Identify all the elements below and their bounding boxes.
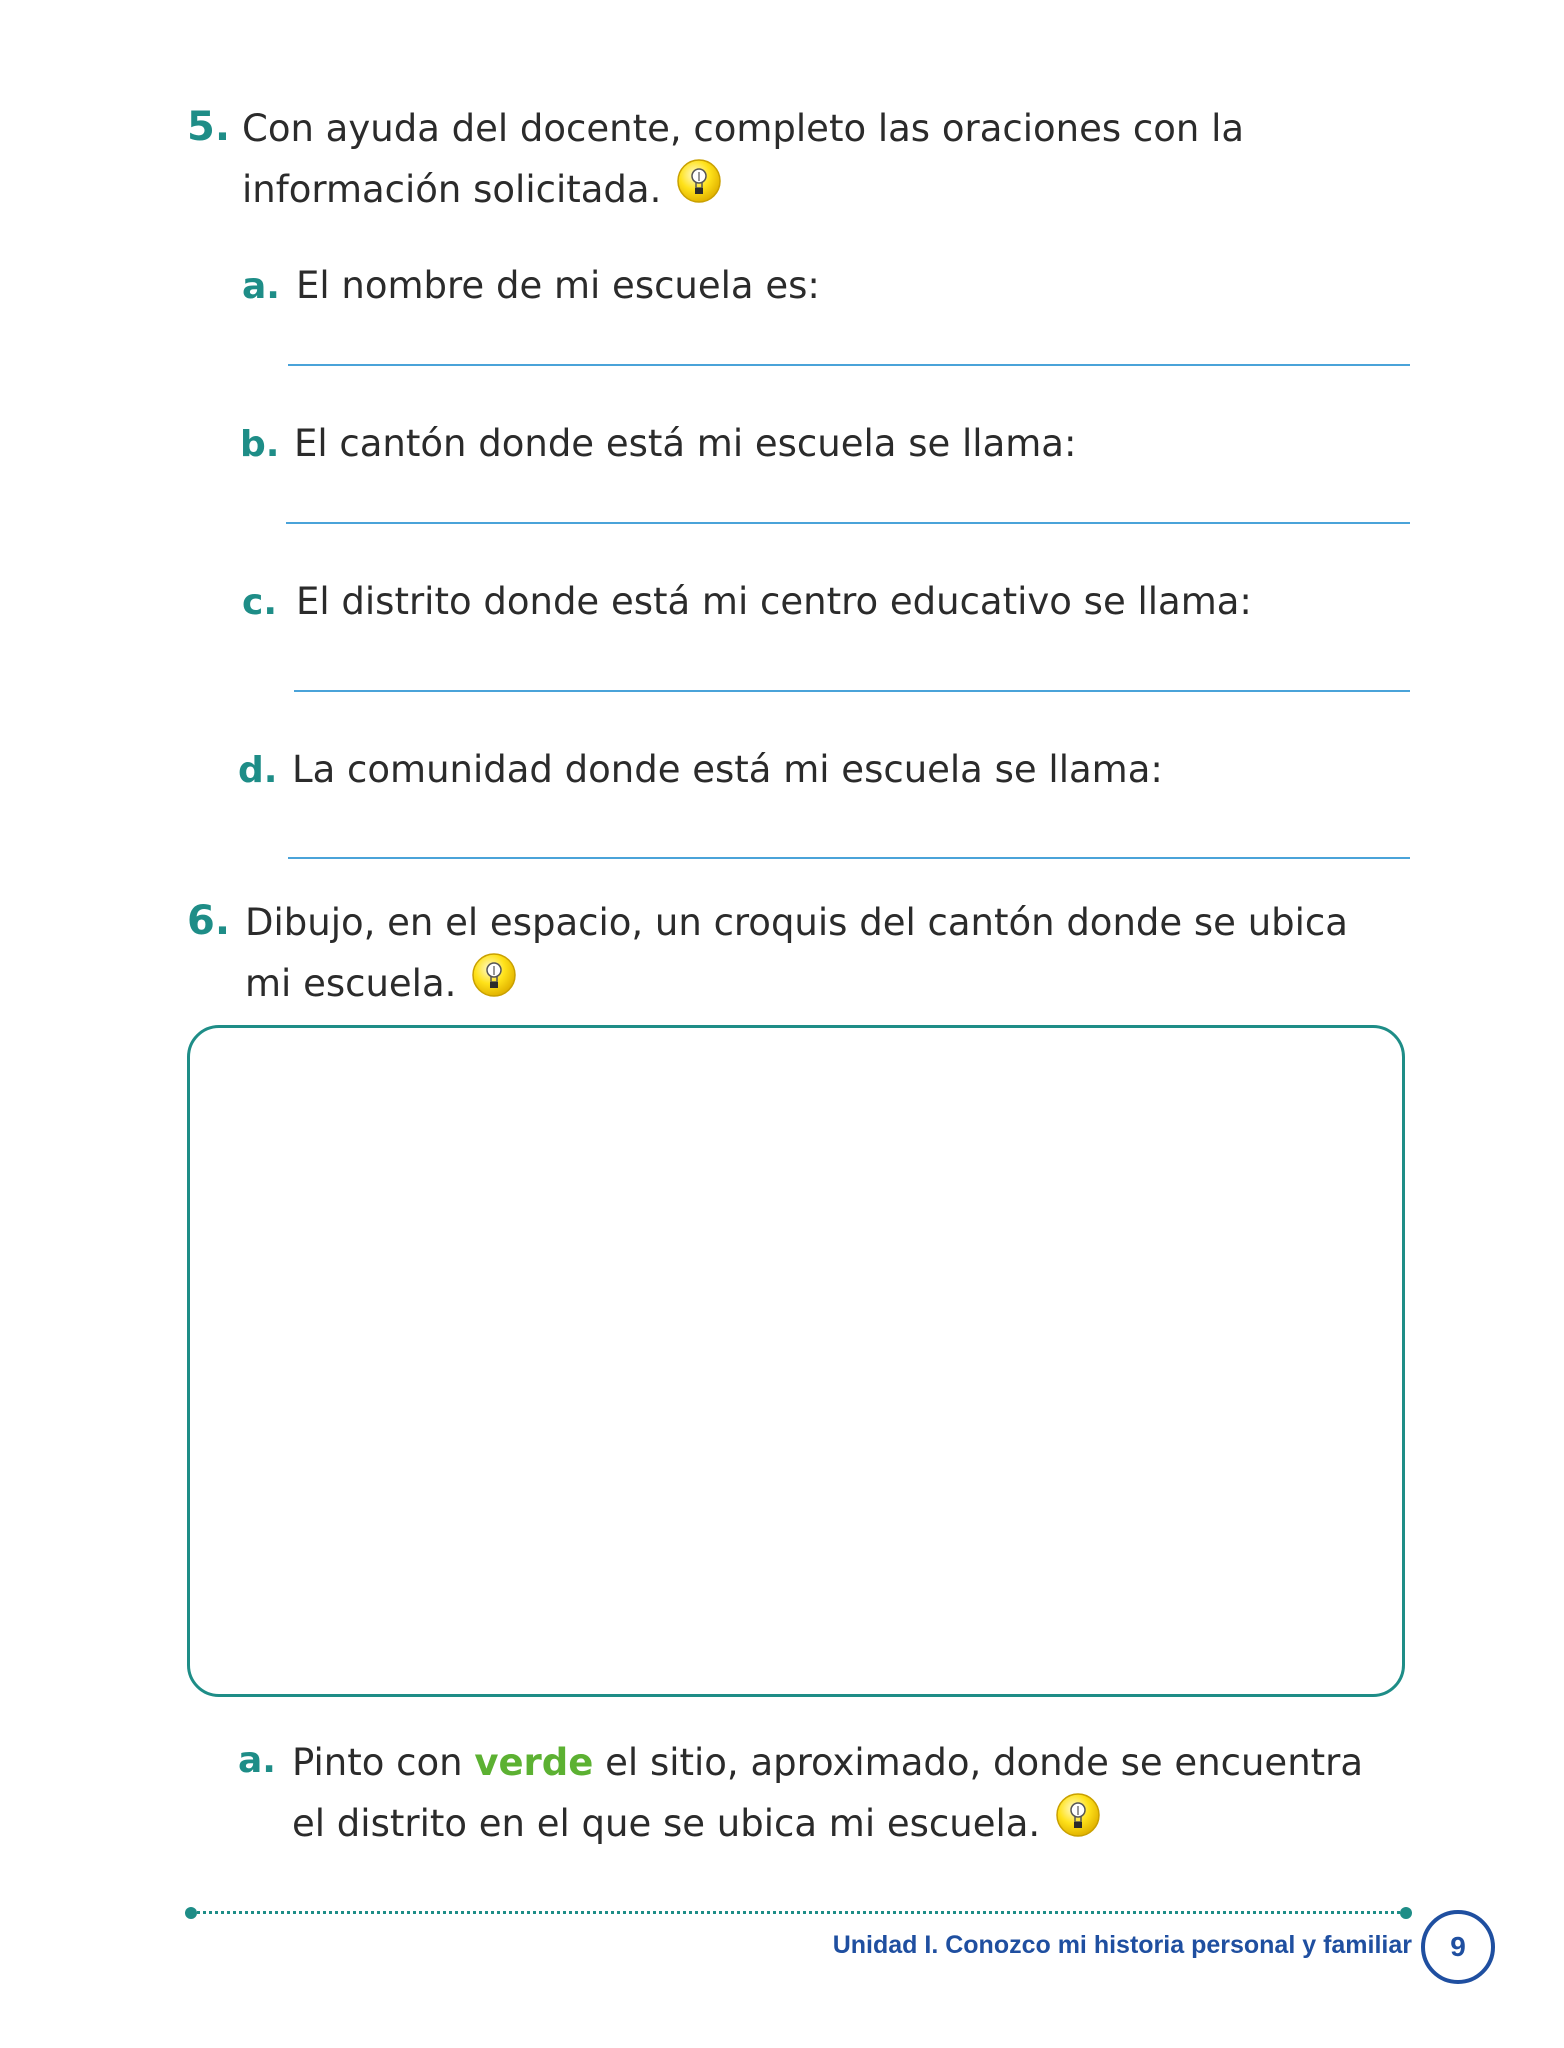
green-highlight-word: verde: [474, 1741, 594, 1784]
footer-divider-dot-left: [185, 1907, 197, 1919]
item-6a-text-before: Pinto con: [292, 1741, 475, 1784]
answer-line-a[interactable]: [288, 364, 1410, 366]
item-6a-text-after: el sitio, aproximado, donde se encuentra el distrito en el que se ubica mi escuela.: [292, 1741, 1364, 1845]
answer-line-b[interactable]: [286, 522, 1410, 524]
page-number: 9: [1421, 1910, 1495, 1984]
footer-divider: [190, 1911, 1406, 1914]
answer-line-c[interactable]: [294, 690, 1410, 692]
question-5-number: 5.: [187, 104, 231, 150]
item-b-letter: b.: [240, 424, 280, 465]
item-a-text: El nombre de mi escuela es:: [296, 264, 820, 307]
item-d-letter: d.: [238, 750, 278, 791]
question-5-prompt: Con ayuda del docente, completo las oraciones con la información solicitada.: [242, 107, 1245, 211]
lightbulb-icon: [1054, 1792, 1102, 1842]
item-6a-text: [292, 1734, 1402, 1853]
question-6-text: [245, 894, 1395, 1013]
question-5-text: [242, 100, 1422, 219]
drawing-area[interactable]: [187, 1025, 1405, 1697]
question-6-number: 6.: [187, 898, 231, 944]
item-a-letter: a.: [242, 266, 280, 307]
lightbulb-icon: [675, 158, 723, 208]
lightbulb-icon: [470, 952, 518, 1002]
item-d-text: La comunidad donde está mi escuela se llama:: [292, 748, 1163, 791]
item-b-text: El cantón donde está mi escuela se llama:: [294, 422, 1077, 465]
item-6a-letter: a.: [238, 1740, 276, 1781]
question-6-prompt: Dibujo, en el espacio, un croquis del cantón donde se ubica mi escuela.: [245, 901, 1348, 1005]
footer-divider-dot-right: [1400, 1907, 1412, 1919]
item-c-letter: c.: [242, 582, 278, 623]
item-c-text: El distrito donde está mi centro educativo se llama:: [296, 580, 1252, 623]
footer-unit-title: Unidad I. Conozco mi historia personal y familiar: [832, 1931, 1412, 1959]
answer-line-d[interactable]: [288, 857, 1410, 859]
